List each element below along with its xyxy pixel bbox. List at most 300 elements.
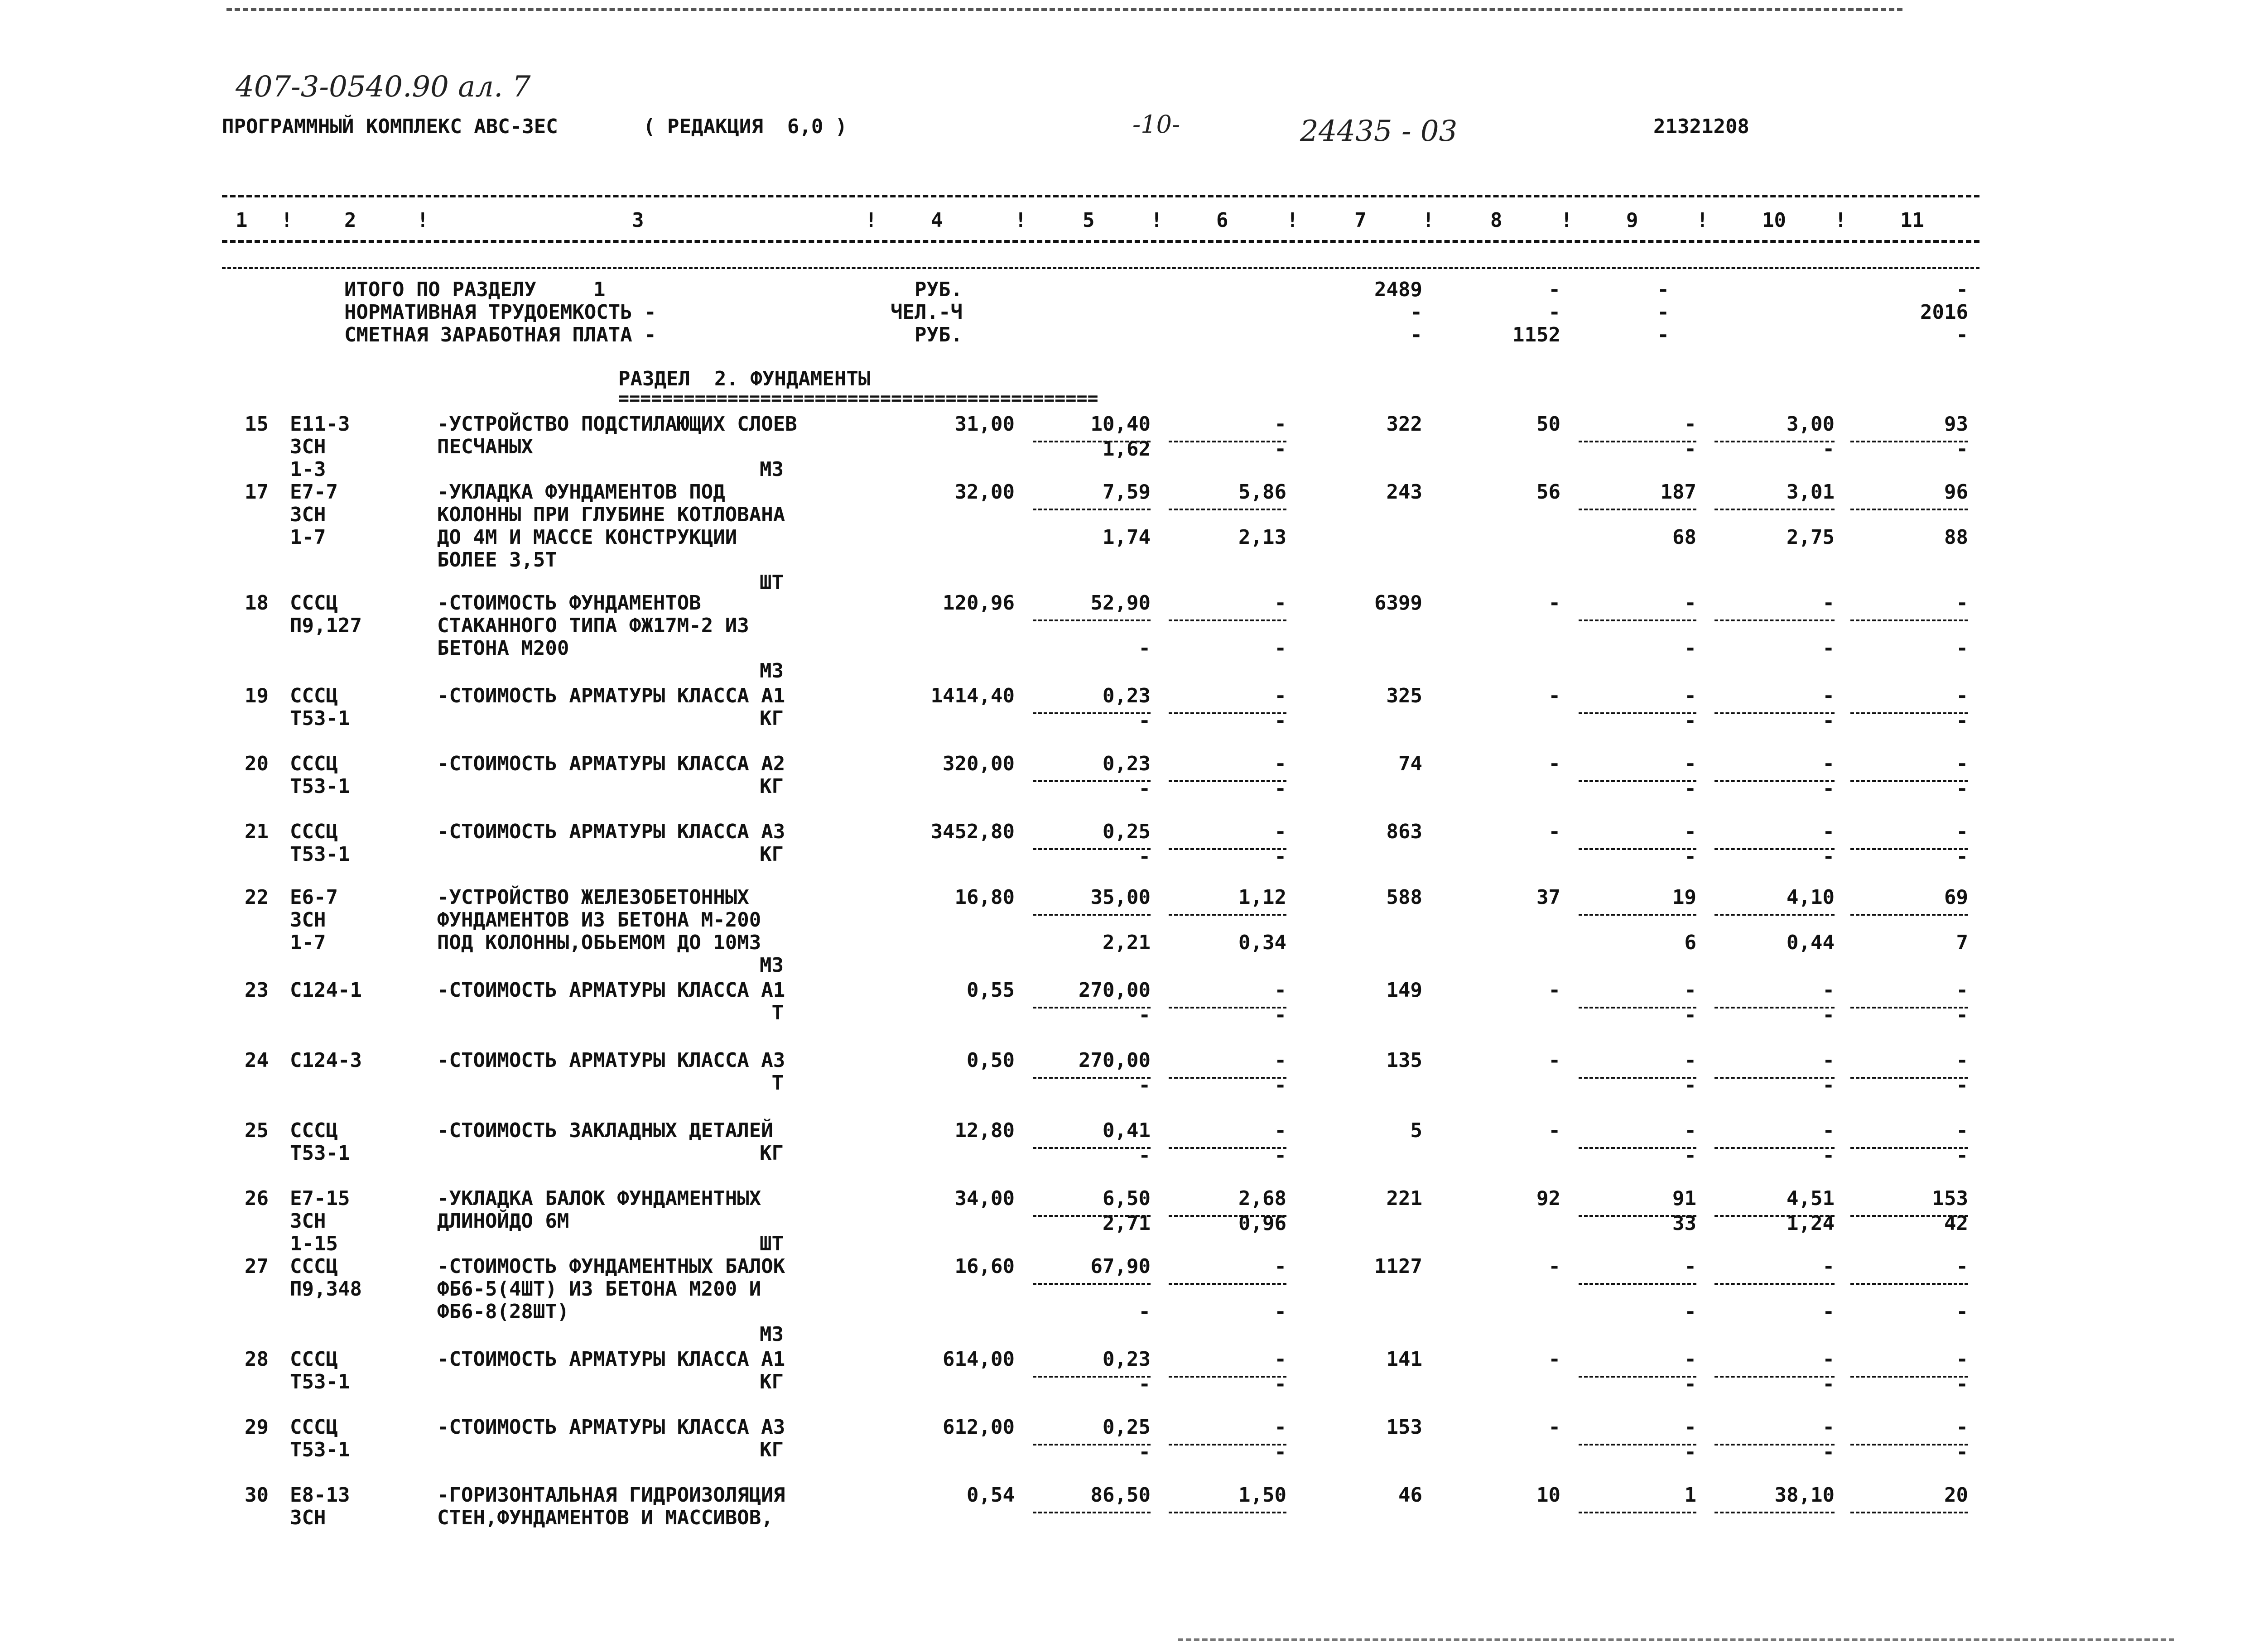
row-col9: 187 — [1660, 480, 1696, 504]
row-col10-secondary: - — [1822, 1373, 1835, 1396]
row-col10-secondary: - — [1822, 637, 1835, 660]
summary-col9: - — [1657, 278, 1669, 301]
row-col6-secondary: 2,13 — [1238, 526, 1286, 549]
col5-divider — [1033, 509, 1151, 510]
row-code: СССЦ — [290, 820, 338, 843]
row-col9: 91 — [1672, 1187, 1696, 1210]
row-col10: - — [1822, 684, 1835, 707]
row-col7-total: 153 — [1386, 1416, 1422, 1439]
summary-num: 1 — [593, 278, 606, 301]
row-col11: 153 — [1932, 1187, 1968, 1210]
row-col10-secondary: 1,24 — [1787, 1212, 1835, 1235]
row-col9-secondary: - — [1684, 637, 1696, 660]
row-col8: 92 — [1536, 1187, 1560, 1210]
row-col4-quantity: 0,55 — [967, 979, 1015, 1002]
row-col7-total: 135 — [1386, 1049, 1422, 1072]
col-header-3: 3 — [632, 209, 644, 232]
row-col9-secondary: - — [1684, 1441, 1696, 1464]
row-col5-price: 10,40 — [1090, 413, 1151, 436]
row-col7-total: 5 — [1410, 1119, 1422, 1142]
row-col9-secondary: 33 — [1672, 1212, 1696, 1235]
section-underline: ============================================ — [618, 388, 1098, 409]
program-edition: ( РЕДАКЦИЯ 6,0 ) — [643, 115, 848, 138]
row-col8: 37 — [1536, 886, 1560, 909]
row-col6: - — [1274, 1348, 1286, 1371]
row-col11: - — [1956, 1255, 1968, 1278]
col11-divider — [1850, 914, 1968, 916]
row-number: 27 — [245, 1255, 269, 1278]
row-unit: КГ — [760, 775, 784, 798]
section-title: РАЗДЕЛ 2. ФУНДАМЕНТЫ — [618, 367, 871, 390]
row-description: ФБ6-5(4ШТ) ИЗ БЕТОНА М200 И — [437, 1277, 761, 1301]
row-col11: - — [1956, 1119, 1968, 1142]
row-col7-total: 863 — [1386, 820, 1422, 843]
row-code: 1-15 — [290, 1232, 338, 1255]
row-description: ДО 4М И МАССЕ КОНСТРУКЦИИ — [437, 526, 737, 549]
row-code: 1-7 — [290, 526, 326, 549]
row-col11-secondary: - — [1956, 1441, 1968, 1464]
row-description: БОЛЕЕ 3,5Т — [437, 548, 557, 571]
summary-col9: - — [1657, 301, 1669, 324]
row-number: 19 — [245, 684, 269, 707]
col9-divider — [1579, 1283, 1696, 1285]
row-col11-secondary: - — [1956, 1074, 1968, 1097]
row-code: Т53-1 — [290, 775, 350, 798]
row-col10-secondary: - — [1822, 777, 1835, 800]
row-col10: - — [1822, 591, 1835, 615]
header-rule-top — [222, 195, 1979, 197]
summary-unit: РУБ. — [915, 323, 963, 346]
col-header-11: 11 — [1900, 209, 1924, 232]
col10-divider — [1714, 1283, 1835, 1285]
row-description: БЕТОНА М200 — [437, 637, 569, 660]
row-col11-secondary: 88 — [1944, 526, 1968, 549]
row-col6: - — [1274, 752, 1286, 775]
summary-rule — [222, 267, 1979, 269]
row-col9: - — [1684, 591, 1696, 615]
document-code: 21321208 — [1653, 115, 1749, 138]
row-code: ЗСН — [290, 435, 326, 458]
row-col9: - — [1684, 413, 1696, 436]
row-col7-total: 588 — [1386, 886, 1422, 909]
row-col4-quantity: 3452,80 — [930, 820, 1015, 843]
row-unit: М3 — [760, 659, 784, 682]
row-code: С124-1 — [290, 979, 362, 1002]
row-col6-secondary: 0,34 — [1238, 931, 1286, 954]
row-col6-secondary: - — [1274, 1074, 1286, 1097]
row-col11: - — [1956, 591, 1968, 615]
row-col11-secondary: 7 — [1956, 931, 1968, 954]
row-col11-secondary: - — [1956, 845, 1968, 868]
col6-divider — [1169, 1283, 1286, 1285]
row-col10: 3,00 — [1787, 413, 1835, 436]
row-col8: - — [1548, 752, 1560, 775]
row-col10: - — [1822, 820, 1835, 843]
row-code: 1-7 — [290, 931, 326, 954]
row-unit: М3 — [760, 458, 784, 481]
row-col8: 50 — [1536, 413, 1560, 436]
row-number: 20 — [245, 752, 269, 775]
row-col5-secondary: 1,62 — [1103, 437, 1151, 461]
row-col9: - — [1684, 752, 1696, 775]
row-col4-quantity: 612,00 — [943, 1416, 1015, 1439]
row-number: 29 — [245, 1416, 269, 1439]
row-col8: - — [1548, 591, 1560, 615]
row-col5-secondary: 1,74 — [1103, 526, 1151, 549]
row-number: 18 — [245, 591, 269, 615]
row-description: -УКЛАДКА БАЛОК ФУНДАМЕНТНЫХ — [437, 1187, 761, 1210]
row-code: Т53-1 — [290, 707, 350, 730]
row-code: Е7-15 — [290, 1187, 350, 1210]
row-col4-quantity: 16,60 — [954, 1255, 1015, 1278]
row-unit: Т — [771, 1071, 784, 1095]
row-col7-total: 141 — [1386, 1348, 1422, 1371]
row-col11: 20 — [1944, 1484, 1968, 1507]
row-col10: 4,10 — [1787, 886, 1835, 909]
col10-divider — [1714, 914, 1835, 916]
row-col4-quantity: 1414,40 — [930, 684, 1015, 707]
row-col11: - — [1956, 684, 1968, 707]
row-col10: - — [1822, 1255, 1835, 1278]
row-code: СССЦ — [290, 1119, 338, 1142]
row-col6-secondary: - — [1274, 1300, 1286, 1323]
row-code: Е11-3 — [290, 413, 350, 436]
col11-divider — [1850, 509, 1968, 510]
row-col6-secondary: - — [1274, 437, 1286, 461]
col11-divider — [1850, 1283, 1968, 1285]
row-description: -УСТРОЙСТВО ПОДСТИЛАЮЩИХ СЛОЕВ — [437, 413, 797, 436]
row-code: СССЦ — [290, 1348, 338, 1371]
row-col9-secondary: 6 — [1684, 931, 1696, 954]
row-col4-quantity: 0,50 — [967, 1049, 1015, 1072]
row-unit: М3 — [760, 1323, 784, 1346]
row-col9: - — [1684, 1416, 1696, 1439]
row-description: ПОД КОЛОННЫ,ОБЬЕМОМ ДО 10М3 — [437, 931, 761, 954]
row-col9-secondary: - — [1684, 1144, 1696, 1167]
row-col5-price: 0,25 — [1103, 820, 1151, 843]
row-col9-secondary: - — [1684, 1373, 1696, 1396]
summary-col8: 1152 — [1512, 323, 1560, 346]
page-number: -10- — [1132, 110, 1180, 139]
row-col5-price: 0,23 — [1103, 684, 1151, 707]
row-col11: 69 — [1944, 886, 1968, 909]
row-col9: - — [1684, 979, 1696, 1002]
row-col6: 5,86 — [1238, 480, 1286, 504]
row-col7-total: 46 — [1398, 1484, 1422, 1507]
row-col4-quantity: 12,80 — [954, 1119, 1015, 1142]
row-unit: ШТ — [760, 571, 784, 594]
row-col8: - — [1548, 820, 1560, 843]
col5-divider — [1033, 1283, 1151, 1285]
row-col6-secondary: - — [1274, 777, 1286, 800]
row-col4-quantity: 120,96 — [943, 591, 1015, 615]
row-col11: - — [1956, 752, 1968, 775]
row-col10: - — [1822, 1119, 1835, 1142]
row-col8: 10 — [1536, 1484, 1560, 1507]
row-code: Е6-7 — [290, 886, 338, 909]
row-description: -СТОИМОСТЬ АРМАТУРЫ КЛАССА А1 — [437, 684, 785, 707]
row-col7-total: 221 — [1386, 1187, 1422, 1210]
row-description: СТЕН,ФУНДАМЕНТОВ И МАССИВОВ, — [437, 1506, 773, 1529]
row-code: 1-3 — [290, 458, 326, 481]
row-col11-secondary: 42 — [1944, 1212, 1968, 1235]
row-col6-secondary: 0,96 — [1238, 1212, 1286, 1235]
row-description: КОЛОННЫ ПРИ ГЛУБИНЕ КОТЛОВАНА — [437, 503, 785, 526]
row-col10: - — [1822, 1416, 1835, 1439]
row-col7-total: 149 — [1386, 979, 1422, 1002]
row-unit: КГ — [760, 1142, 784, 1165]
row-col5-secondary: - — [1138, 845, 1151, 868]
row-col5-price: 67,90 — [1090, 1255, 1151, 1278]
row-col8: - — [1548, 979, 1560, 1002]
row-col9: - — [1684, 1348, 1696, 1371]
row-col10: - — [1822, 752, 1835, 775]
row-code: СССЦ — [290, 1255, 338, 1278]
col9-divider — [1579, 620, 1696, 621]
row-col5-price: 86,50 — [1090, 1484, 1151, 1507]
col6-divider — [1169, 914, 1286, 916]
row-col6-secondary: - — [1274, 709, 1286, 732]
row-code: СССЦ — [290, 752, 338, 775]
row-col5-secondary: - — [1138, 1300, 1151, 1323]
row-col10-secondary: - — [1822, 1074, 1835, 1097]
row-col5-price: 52,90 — [1090, 591, 1151, 615]
row-col11-secondary: - — [1956, 777, 1968, 800]
col9-divider — [1579, 914, 1696, 916]
row-col6: 2,68 — [1238, 1187, 1286, 1210]
row-description: -СТОИМОСТЬ АРМАТУРЫ КЛАССА А2 — [437, 752, 785, 775]
row-col5-price: 6,50 — [1103, 1187, 1151, 1210]
row-col10: - — [1822, 1348, 1835, 1371]
header-rule-bottom — [222, 240, 1979, 243]
row-col11-secondary: - — [1956, 1373, 1968, 1396]
row-code: Т53-1 — [290, 1438, 350, 1461]
row-col4-quantity: 320,00 — [943, 752, 1015, 775]
row-code: СССЦ — [290, 1416, 338, 1439]
col9-divider — [1579, 1512, 1696, 1513]
row-description: ФБ6-8(28ШТ) — [437, 1300, 569, 1323]
row-number: 25 — [245, 1119, 269, 1142]
col9-divider — [1579, 509, 1696, 510]
summary-col7: - — [1410, 323, 1422, 346]
row-col11: 93 — [1944, 413, 1968, 436]
row-col6-secondary: - — [1274, 1373, 1286, 1396]
row-col4-quantity: 0,54 — [967, 1484, 1015, 1507]
summary-label: НОРМАТИВНАЯ ТРУДОЕМКОСТЬ - — [344, 301, 656, 324]
row-col5-price: 270,00 — [1079, 979, 1151, 1002]
col-header-5: 5 — [1083, 209, 1095, 232]
row-col10-secondary: - — [1822, 1300, 1835, 1323]
col6-divider — [1169, 509, 1286, 510]
row-description: ФУНДАМЕНТОВ ИЗ БЕТОНА М-200 — [437, 908, 761, 932]
summary-col11: - — [1956, 323, 1968, 346]
row-code: Т53-1 — [290, 1142, 350, 1165]
row-col10: - — [1822, 979, 1835, 1002]
row-col11: - — [1956, 1416, 1968, 1439]
row-number: 26 — [245, 1187, 269, 1210]
summary-col11: - — [1956, 278, 1968, 301]
row-col5-secondary: - — [1138, 637, 1151, 660]
col5-divider — [1033, 914, 1151, 916]
row-unit: М3 — [760, 954, 784, 977]
row-description: -УКЛАДКА ФУНДАМЕНТОВ ПОД — [437, 480, 725, 504]
row-description: -ГОРИЗОНТАЛЬНАЯ ГИДРОИЗОЛЯЦИЯ — [437, 1484, 785, 1507]
row-col4-quantity: 32,00 — [954, 480, 1015, 504]
col11-divider — [1850, 1512, 1968, 1513]
row-col9: - — [1684, 1119, 1696, 1142]
row-col7-total: 322 — [1386, 413, 1422, 436]
row-col8: - — [1548, 1416, 1560, 1439]
row-col9: - — [1684, 1255, 1696, 1278]
row-col10: - — [1822, 1049, 1835, 1072]
row-number: 17 — [245, 480, 269, 504]
row-code: П9,127 — [290, 614, 362, 637]
row-col5-price: 0,23 — [1103, 1348, 1151, 1371]
row-col5-secondary: - — [1138, 777, 1151, 800]
row-col5-secondary: - — [1138, 1373, 1151, 1396]
row-col10-secondary: 0,44 — [1787, 931, 1835, 954]
row-number: 21 — [245, 820, 269, 843]
col10-divider — [1714, 509, 1835, 510]
summary-col7: 2489 — [1374, 278, 1422, 301]
row-col9-secondary: - — [1684, 1004, 1696, 1027]
col6-divider — [1169, 620, 1286, 621]
col-header-6: 6 — [1216, 209, 1228, 232]
summary-col8: - — [1548, 301, 1560, 324]
row-col11: 96 — [1944, 480, 1968, 504]
top-edge-strip — [226, 8, 1902, 11]
row-col6-secondary: - — [1274, 1441, 1286, 1464]
row-col6: - — [1274, 1049, 1286, 1072]
col11-divider — [1850, 620, 1968, 621]
col-header-7: 7 — [1354, 209, 1367, 232]
row-unit: КГ — [760, 843, 784, 866]
row-col10-secondary: - — [1822, 1441, 1835, 1464]
row-description: -СТОИМОСТЬ ФУНДАМЕНТНЫХ БАЛОК — [437, 1255, 785, 1278]
row-number: 23 — [245, 979, 269, 1002]
summary-col9: - — [1657, 323, 1669, 346]
row-description: -СТОИМОСТЬ ЗАКЛАДНЫХ ДЕТАЛЕЙ — [437, 1119, 773, 1142]
program-title: ПРОГРАММНЫЙ КОМПЛЕКС АВС-ЗЕС — [222, 115, 558, 138]
row-col11: - — [1956, 1348, 1968, 1371]
col-header-4: 4 — [931, 209, 943, 232]
row-col5-secondary: - — [1138, 1074, 1151, 1097]
row-col9-secondary: 68 — [1672, 526, 1696, 549]
row-col6: - — [1274, 591, 1286, 615]
col5-divider — [1033, 620, 1151, 621]
row-col9: - — [1684, 1049, 1696, 1072]
row-col8: - — [1548, 1255, 1560, 1278]
row-col10-secondary: 2,75 — [1787, 526, 1835, 549]
row-description: -СТОИМОСТЬ АРМАТУРЫ КЛАССА А3 — [437, 1416, 785, 1439]
row-col5-secondary: 2,71 — [1103, 1212, 1151, 1235]
row-col8: - — [1548, 684, 1560, 707]
row-number: 30 — [245, 1484, 269, 1507]
col10-divider — [1714, 620, 1835, 621]
row-code: ЗСН — [290, 1506, 326, 1529]
row-col4-quantity: 34,00 — [954, 1187, 1015, 1210]
row-col10: 3,01 — [1787, 480, 1835, 504]
row-description: -УСТРОЙСТВО ЖЕЛЕЗОБЕТОННЫХ — [437, 886, 749, 909]
row-col7-total: 74 — [1398, 752, 1422, 775]
row-code: С124-3 — [290, 1049, 362, 1072]
row-col5-price: 35,00 — [1090, 886, 1151, 909]
row-code: Т53-1 — [290, 843, 350, 866]
row-col6-secondary: - — [1274, 1004, 1286, 1027]
row-col10-secondary: - — [1822, 437, 1835, 461]
summary-label: СМЕТНАЯ ЗАРАБОТНАЯ ПЛАТА - — [344, 323, 656, 346]
row-col6: 1,12 — [1238, 886, 1286, 909]
row-col11: - — [1956, 820, 1968, 843]
row-col6: - — [1274, 413, 1286, 436]
row-col8: 56 — [1536, 480, 1560, 504]
row-col6-secondary: - — [1274, 637, 1286, 660]
row-col9-secondary: - — [1684, 845, 1696, 868]
row-col5-secondary: - — [1138, 1144, 1151, 1167]
row-col7-total: 243 — [1386, 480, 1422, 504]
row-col5-secondary: - — [1138, 709, 1151, 732]
row-col8: - — [1548, 1348, 1560, 1371]
row-col6: - — [1274, 1416, 1286, 1439]
row-col6-secondary: - — [1274, 1144, 1286, 1167]
row-col5-price: 270,00 — [1079, 1049, 1151, 1072]
row-number: 24 — [245, 1049, 269, 1072]
row-col5-secondary: 2,21 — [1103, 931, 1151, 954]
row-col6: - — [1274, 684, 1286, 707]
summary-unit: РУБ. — [915, 278, 963, 301]
row-col11-secondary: - — [1956, 637, 1968, 660]
row-col9: - — [1684, 684, 1696, 707]
row-description: -СТОИМОСТЬ АРМАТУРЫ КЛАССА А3 — [437, 820, 785, 843]
row-code: ЗСН — [290, 1210, 326, 1233]
row-col11-secondary: - — [1956, 1300, 1968, 1323]
row-code: СССЦ — [290, 591, 338, 615]
row-col10-secondary: - — [1822, 1144, 1835, 1167]
row-code: П9,348 — [290, 1277, 362, 1301]
row-col6: - — [1274, 820, 1286, 843]
row-code: ЗСН — [290, 908, 326, 932]
row-col4-quantity: 614,00 — [943, 1348, 1015, 1371]
col-header-1: 1 — [236, 209, 248, 232]
row-col10-secondary: - — [1822, 1004, 1835, 1027]
row-description: ПЕСЧАНЫХ — [437, 435, 533, 458]
row-description: -СТОИМОСТЬ ФУНДАМЕНТОВ — [437, 591, 701, 615]
row-col9-secondary: - — [1684, 709, 1696, 732]
row-col11-secondary: - — [1956, 709, 1968, 732]
row-col5-price: 0,25 — [1103, 1416, 1151, 1439]
row-description: -СТОИМОСТЬ АРМАТУРЫ КЛАССА А3 — [437, 1049, 785, 1072]
row-description: ДЛИНОЙДО 6М — [437, 1210, 569, 1233]
col-header-2: 2 — [344, 209, 356, 232]
col-header-10: 10 — [1762, 209, 1786, 232]
col5-divider — [1033, 1512, 1151, 1513]
row-col11: - — [1956, 1049, 1968, 1072]
row-col5-price: 0,23 — [1103, 752, 1151, 775]
row-unit: Т — [771, 1001, 784, 1024]
row-col10: 38,10 — [1774, 1484, 1835, 1507]
row-col7-total: 1127 — [1374, 1255, 1422, 1278]
row-number: 28 — [245, 1348, 269, 1371]
handwritten-doc-id: 24435 - 03 — [1300, 115, 1458, 148]
row-description: -СТОИМОСТЬ АРМАТУРЫ КЛАССА А1 — [437, 979, 785, 1002]
row-col6: - — [1274, 979, 1286, 1002]
row-code: Е7-7 — [290, 480, 338, 504]
row-col6: - — [1274, 1119, 1286, 1142]
row-col5-price: 0,41 — [1103, 1119, 1151, 1142]
row-col11-secondary: - — [1956, 1144, 1968, 1167]
handwritten-doc-code: 407-3-0540.90 ал. 7 — [236, 70, 531, 104]
row-number: 22 — [245, 886, 269, 909]
